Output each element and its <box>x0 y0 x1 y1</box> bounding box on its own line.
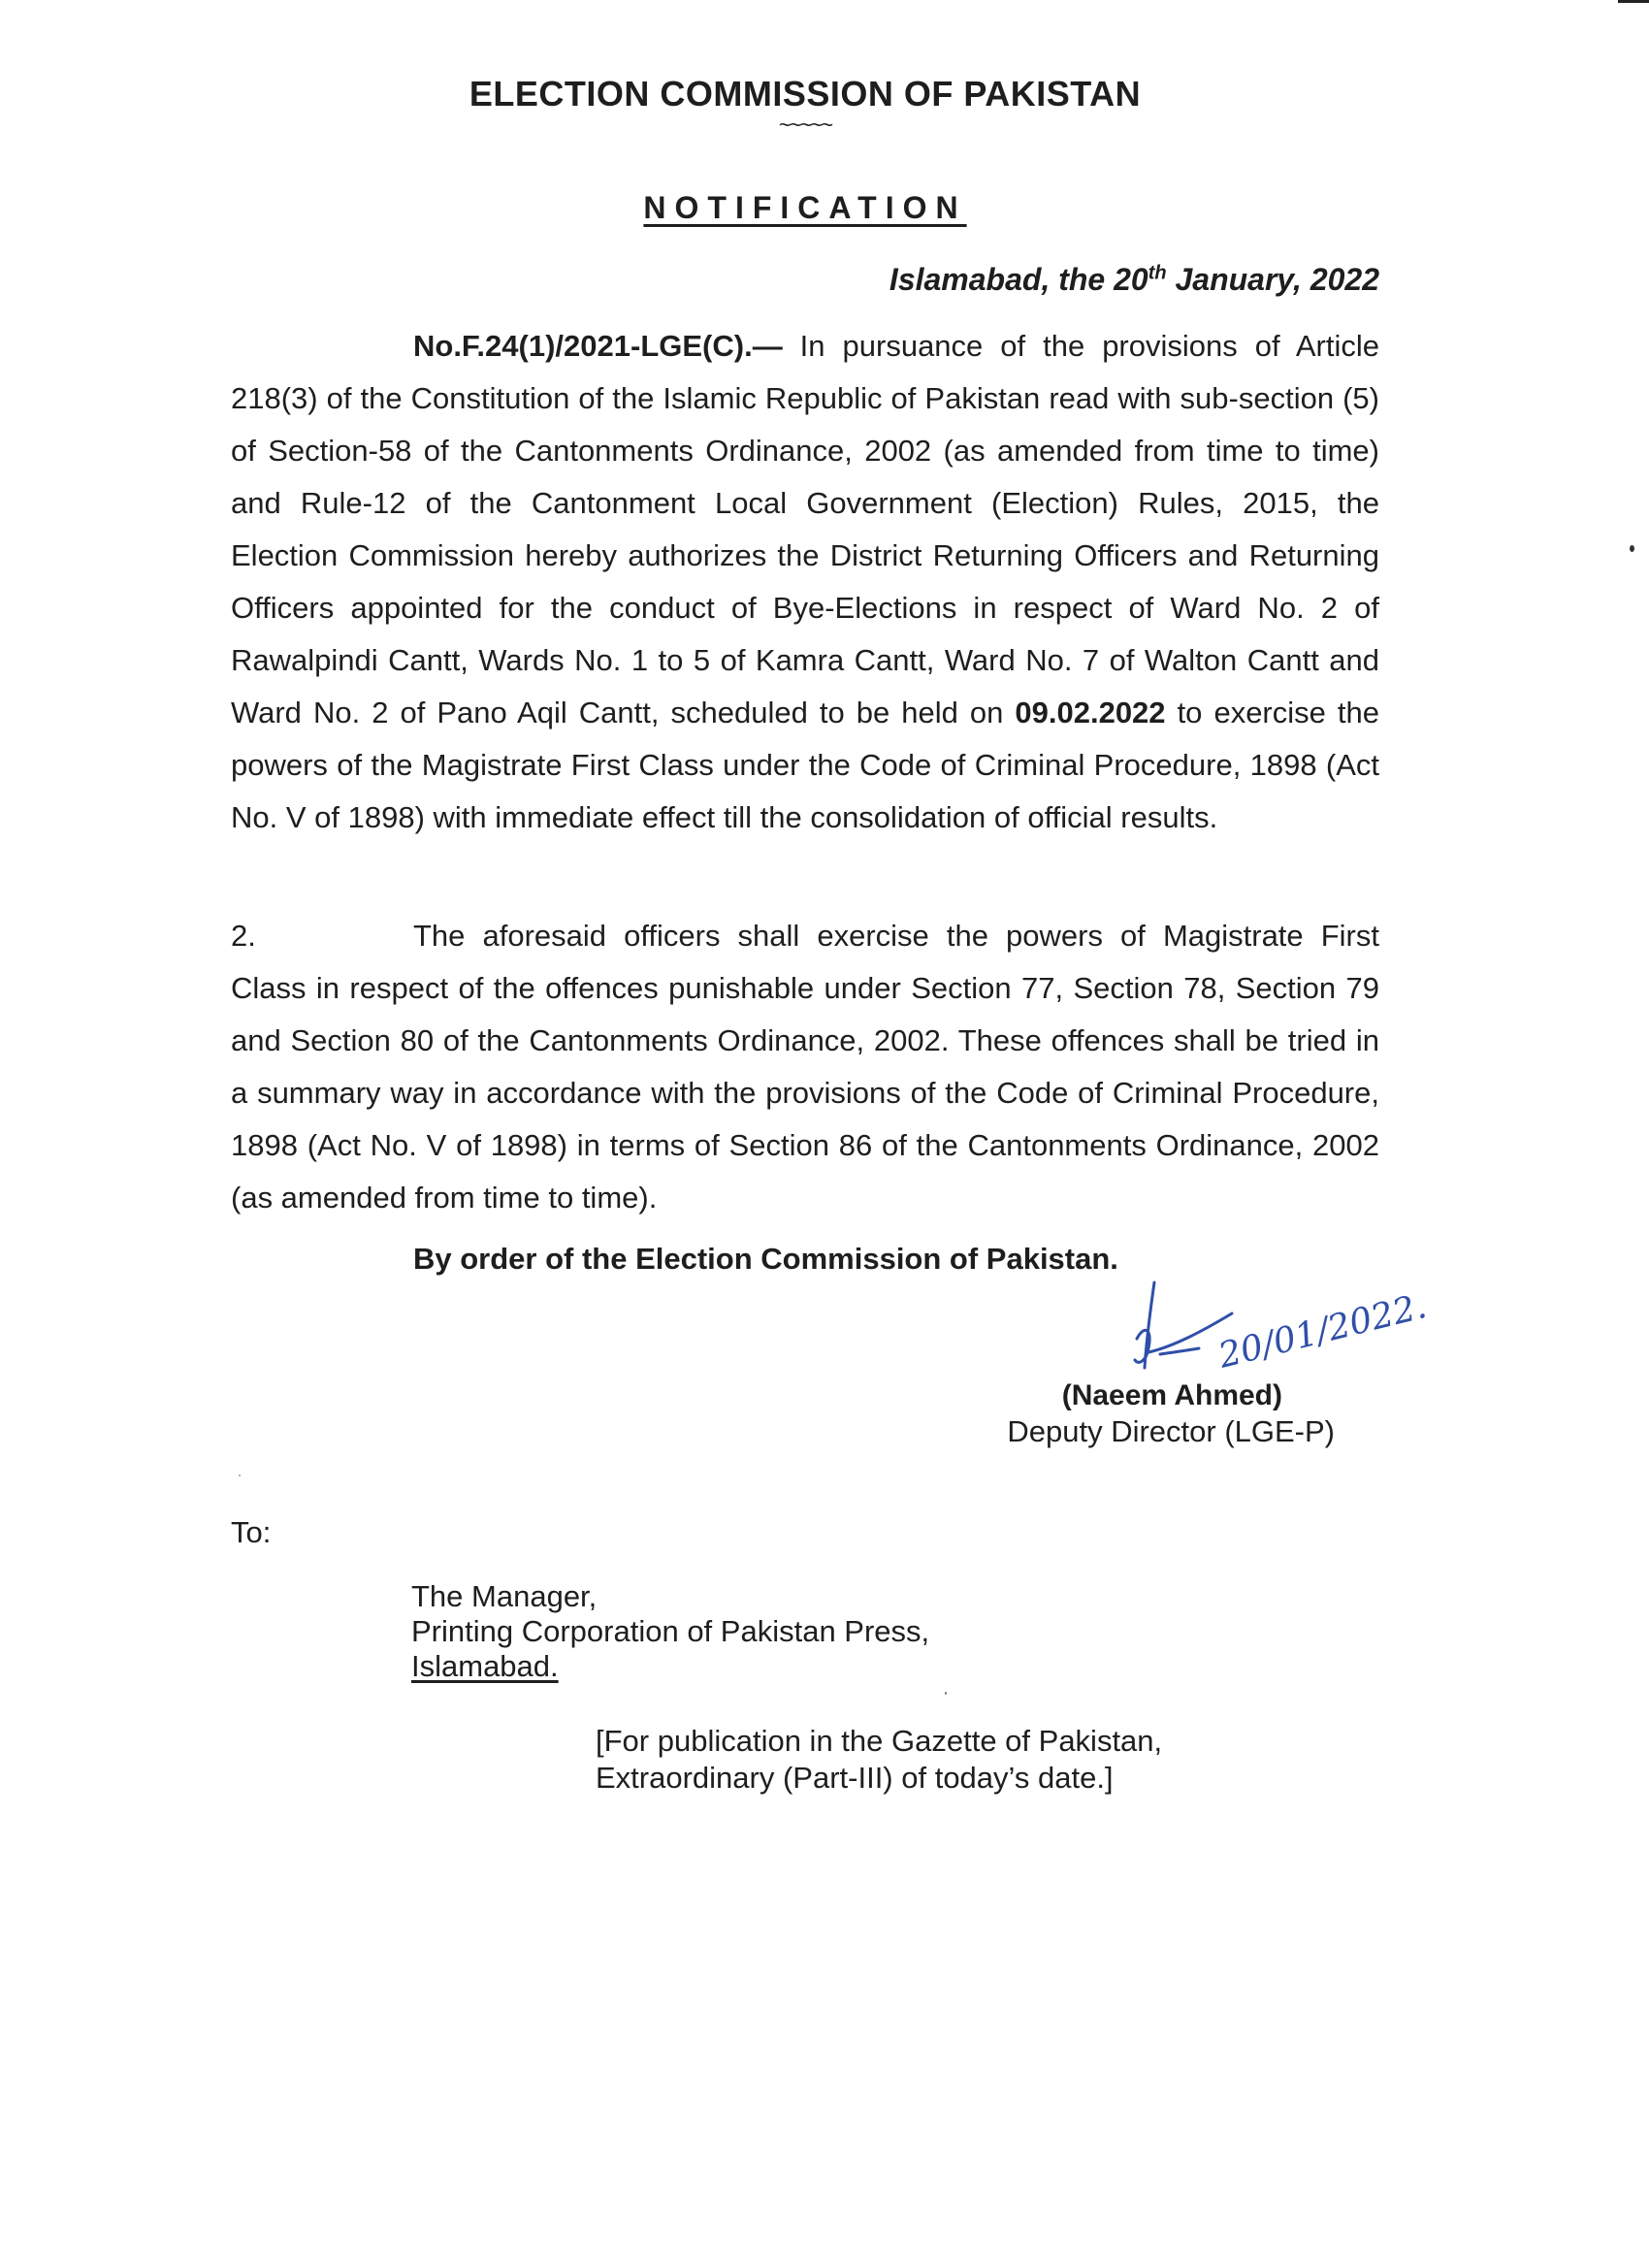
paragraph-2-number: 2. <box>231 919 256 953</box>
scan-corner-mark <box>1618 0 1649 3</box>
handwritten-signature <box>1116 1271 1436 1397</box>
recipient-address <box>411 1579 929 1684</box>
recipient-line-2: Printing Corporation of Pakistan Press, <box>411 1614 930 1648</box>
publication-note-line-1: [For publication in the Gazette of Pakistan, <box>596 1724 1163 1758</box>
scan-speck <box>945 1692 947 1695</box>
paragraph-1-text-b: to exercise the powers of the Magistrate First Class under the Code of Criminal Procedure, 1898 (Act No. V of 1898) with immediate effect till the consolidation of official results. <box>231 696 1380 834</box>
signatory-designation: Deputy Director (LGE-P) <box>1007 1414 1335 1448</box>
heading-ornament: ~~~~~ <box>778 113 832 137</box>
reference-number: No.F.24(1)/2021-LGE(C).— <box>413 329 783 363</box>
organization-heading: ELECTION COMMISSION OF PAKISTAN <box>469 74 1142 113</box>
recipient-line-3: Islamabad. <box>411 1649 559 1683</box>
paragraph-2 <box>231 910 1379 1224</box>
by-order-line: By order of the Election Commission of Pakistan. <box>413 1242 1118 1276</box>
scan-speck <box>1630 545 1634 552</box>
publication-note <box>596 1723 1162 1797</box>
to-label: To: <box>231 1515 272 1549</box>
signatory-name: (Naeem Ahmed) <box>1061 1379 1282 1411</box>
election-date: 09.02.2022 <box>1015 696 1166 729</box>
place-date <box>889 262 1379 298</box>
paragraph-2-text: The aforesaid officers shall exercise the powers of Magistrate First Class in respect of the offences punishable under Section 77, Section 78, Section 79 and Section 80 of the Cantonments Ordinance, 2002. These offences shall be tried in a summary way in accordance with the provisions of the Code of Criminal Procedure, 1898 (Act No. V of 1898) in terms of Section 86 of the Cantonments Ordinance, 2002 (as amended from time to time). <box>231 919 1379 1215</box>
paragraph-1 <box>231 320 1379 844</box>
place-date-suffix: January, 2022 <box>1166 262 1379 297</box>
scan-speck <box>239 1474 241 1476</box>
recipient-line-1: The Manager, <box>411 1579 598 1613</box>
place-date-superscript: th <box>1148 262 1167 284</box>
notification-title: NOTIFICATION <box>643 190 967 225</box>
publication-note-line-2: Extraordinary (Part-III) of today’s date.] <box>596 1761 1114 1795</box>
handwritten-date: 20/01/2022. <box>1214 1285 1431 1377</box>
place-date-prefix: Islamabad, the 20 <box>889 262 1148 297</box>
paragraph-1-text-a: In pursuance of the provisions of Article 218(3) of the Constitution of the Islamic Republic of Pakistan read with sub-section (5) of Section-58 of the Cantonments Ordinance, 2002 (as amended from time to time) and Rule-12 of the Cantonment Local Government (Election) Rules, 2015, the Election Commission hereby authorizes the District Returning Officers and Returning Officers appointed for the conduct of Bye-Elections in respect of Ward No. 2 of Rawalpindi Cantt, Wards No. 1 to 5 of Kamra Cantt, Ward No. 7 of Walton Cantt and Ward No. 2 of Pano Aqil Cantt, scheduled to be held on <box>231 329 1379 729</box>
